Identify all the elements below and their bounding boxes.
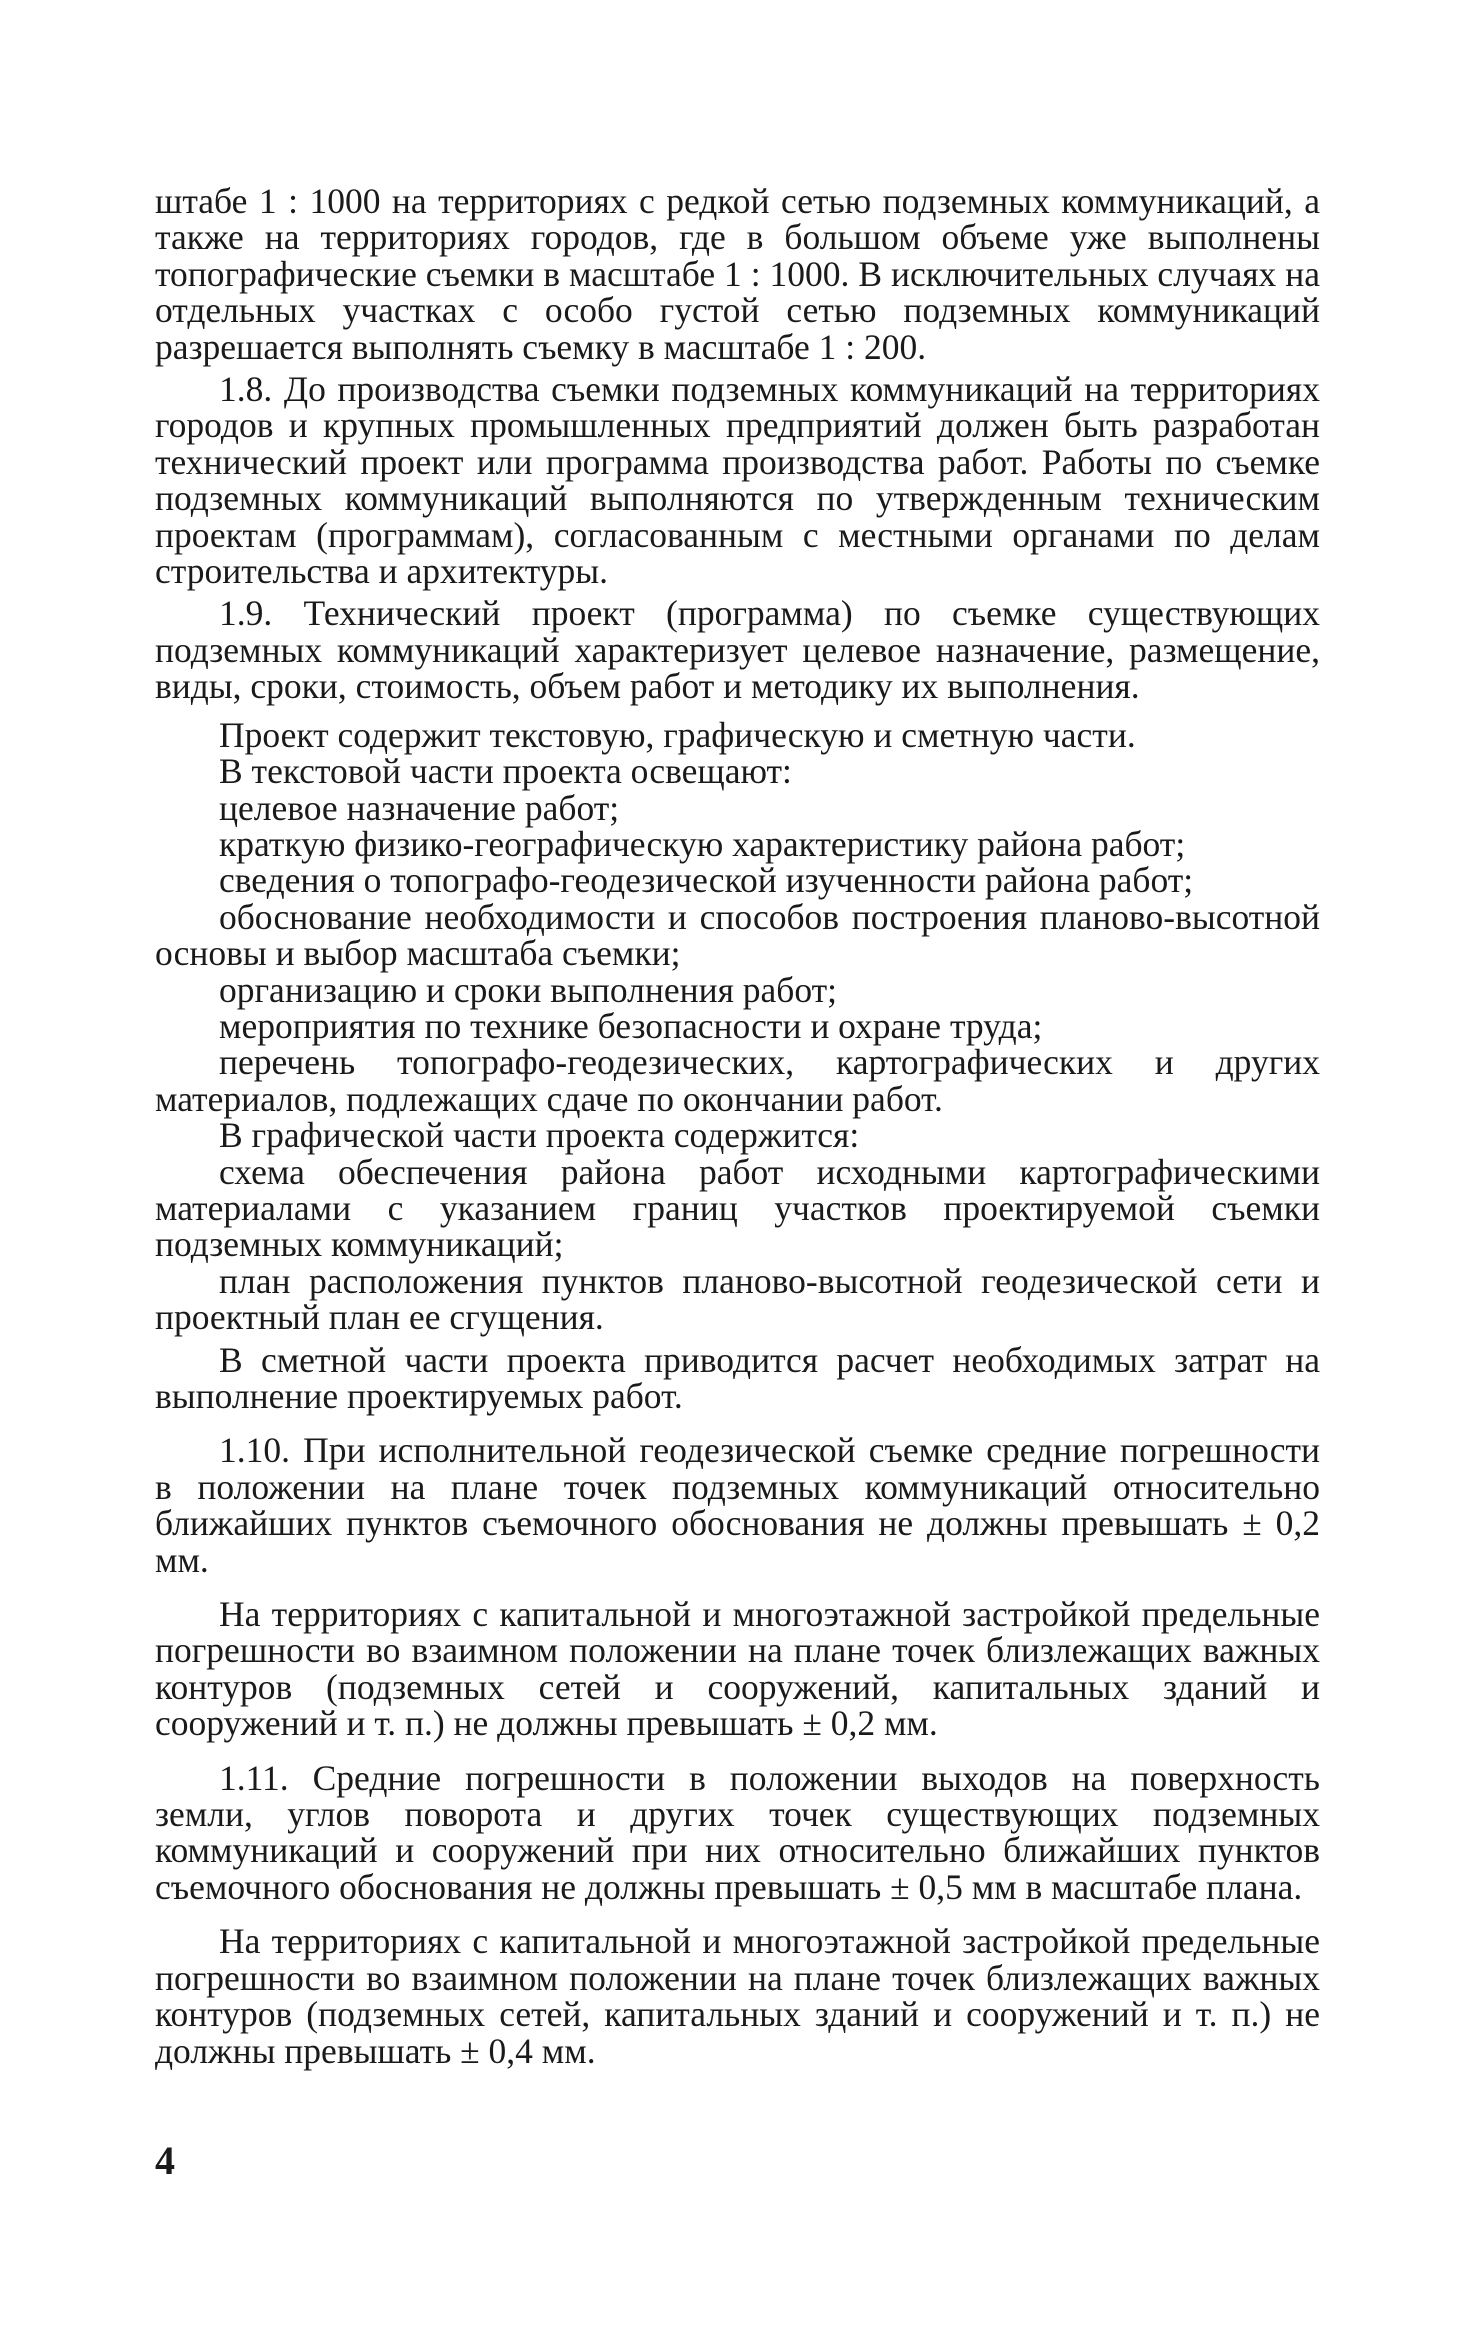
list-item: план расположения пунктов планово-высотной геодезической сети и проектный план ее сгущения.: [155, 1260, 1320, 1338]
list-item: схема обеспечения района работ исходными картографическими материалами с указанием границ участков проектируемой съемки подземных коммуникаций;: [155, 1151, 1320, 1265]
list-item: организацию и сроки выполнения работ;: [219, 969, 838, 1010]
page-body: [155, 183, 1320, 2069]
paragraph-continuation: штабе 1 : 1000 на территориях с редкой сетью подземных коммуникаций, а также на территориях городов, где в большом объеме уже выполнены топографические съемки в масштабе 1 : 1000. В исключительных случаях на отдельных участках с особо густой сетью подземных коммуникаций разрешается выполнять съемку в масштабе 1 : 200.: [155, 181, 1320, 367]
paragraph-graphic-part-intro: В графической части проекта содержится:: [219, 1115, 860, 1156]
list-item: целевое назначение работ;: [219, 787, 620, 828]
paragraph-project-parts: Проект содержит текстовую, графическую и сметную части.: [219, 714, 1136, 755]
page-number: 4: [155, 2138, 175, 2183]
list-item: сведения о топографо-геодезической изученности района работ;: [219, 860, 1194, 901]
paragraph-estimate-part: В сметной части проекта приводится расчет необходимых затрат на выполнение проектируемых работ.: [155, 1339, 1320, 1416]
list-item: мероприятия по технике безопасности и охране труда;: [219, 1005, 1043, 1046]
list-item: перечень топографо-геодезических, картографических и других материалов, подлежащих сдаче по окончании работ.: [155, 1042, 1320, 1119]
paragraph-1-10: 1.10. При исполнительной геодезической съемке средние погрешности в положении на плане точек подземных коммуникаций относительно ближайших пунктов съемочного обоснования не должны превышать ± 0,2 мм.: [155, 1430, 1320, 1580]
paragraph-text-part-intro: В текстовой части проекта освещают:: [219, 751, 792, 792]
list-item: краткую физико-географическую характеристику района работ;: [219, 823, 1186, 864]
paragraph-1-11: 1.11. Средние погрешности в положении выходов на поверхность земли, углов поворота и других точек существующих подземных коммуникаций и сооружений при них относительно ближайших пунктов съемочного обоснования не должны превышать ± 0,5 мм в масштабе плана.: [155, 1757, 1320, 1907]
list-item: обоснование необходимости и способов построения планово-высотной основы и выбор масштаба съемки;: [155, 896, 1320, 974]
paragraph-dense-area-1: На территориях с капитальной и многоэтажной застройкой предельные погрешности во взаимном положении на плане точек близлежащих важных контуров (подземных сетей и сооружений, капитальных зданий и сооружений и т. п.) не должны превышать ± 0,2 мм.: [155, 1594, 1320, 1744]
paragraph-1-8: 1.8. До производства съемки подземных коммуникаций на территориях городов и крупных промышленных предприятий должен быть разработан технический проект или программа производства работ. Работы по съемке подземных коммуникаций выполняются по утвержденным техническим проектам (программам), согласованным с местными органами по делам строительства и архитектуры.: [155, 369, 1320, 592]
paragraph-dense-area-2: На территориях с капитальной и многоэтажной застройкой предельные погрешности во взаимном положении на плане точек близлежащих важных контуров (подземных сетей, капитальных зданий и сооружений и т. п.) не должны превышать ± 0,4 мм.: [155, 1921, 1320, 2071]
paragraph-1-9: 1.9. Технический проект (программа) по съемке существующих подземных коммуникаций характеризует целевое назначение, размещение, виды, сроки, стоимость, объем работ и методику их выполнения.: [155, 593, 1320, 707]
